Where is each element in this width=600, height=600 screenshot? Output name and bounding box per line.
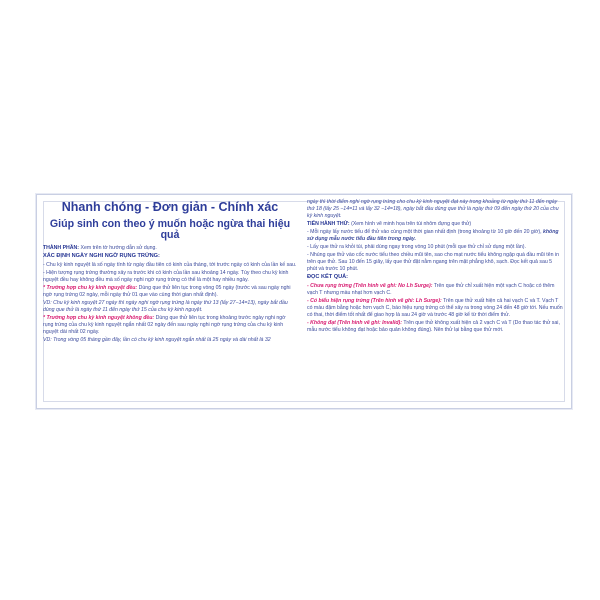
left-column: [43, 199, 297, 345]
result-1-text: Trên que thử chỉ xuất hiện một vạch C hoặc có thêm vạch T nhưng màu nhạt hơn vạch C.: [307, 282, 555, 296]
step-1-text: - Mỗi ngày lấy nước tiểu để thử vào cùng một thời gian nhất định (trong khoảng từ 10 giờ đến 20 giờ),: [307, 229, 542, 236]
irregular-cycle-paragraph: [43, 315, 297, 336]
subheadline: Giúp sinh con theo ý muốn hoặc ngừa thai hiệu quả: [49, 217, 291, 242]
step-2: - Lấy que thử ra khỏi túi, phải dùng ngay trong vòng 10 phút (mỗi que thử chỉ sử dụng một lần).: [307, 244, 526, 251]
result-2-text: Trên que thử xuất hiện cả hai vạch C và T. Vạch T có màu đậm bằng hoặc hơn vạch C, báo hiệu rụng trứng có thể xảy ra trong vòng 24 đến 48 giờ tới. Nếu muốn có thai, thời điểm tốt nhất để giao hợp là sau 24 giờ và trước 48 giờ kể từ thời điểm thử.: [307, 297, 563, 318]
step-1: [307, 229, 563, 243]
example-2-continued: ngày thì thời điểm nghi ngờ rụng trứng cho chu kỳ kinh nguyệt đạt này trong khoảng từ ngày thứ 11 đến ngày thứ 18 (lấy 25 −14=11 và lấy 32 −14=18), ngày bắt đầu dùng que thử là ngày thứ 09 đến ngày thứ 20 của chu kỳ kinh nguyệt.: [307, 199, 559, 220]
product-info-panel: [36, 194, 572, 409]
example-2: VD: Trong vòng 05 tháng gần đây, lần có chu kỳ kinh nguyệt ngắn nhất là 25 ngày và dài nhất là 32: [43, 336, 271, 343]
regular-cycle-paragraph: [43, 285, 297, 299]
result-3-label: - Không đạt (Trên hình vẽ ghi: Invalid):: [307, 319, 403, 326]
step-3: - Nhúng que thử vào cốc nước tiểu theo chiều mũi tên, sao cho mạt nước tiểu không ngập quá đầu mũi tên in trên que thử. Sau 10 đến 15 giây, lấy que thử đặt nằm ngang trên mặt phẳng khô, sạch. Đọc kết quả sau 5 phút và trước 10 phút.: [307, 252, 559, 273]
ovulation-heading: XÁC ĐỊNH NGÀY NGHI NGỜ RỤNG TRỨNG:: [43, 253, 160, 260]
procedure-label: TIẾN HÀNH THỬ:: [307, 221, 350, 228]
result-3: [307, 320, 563, 334]
regular-cycle-label: * Trường hợp chu kỳ kinh nguyệt đều:: [43, 284, 138, 291]
result-2-label: - Có biểu hiện rụng trứng (Trên hình vẽ ghi: Lh Surge):: [307, 297, 442, 304]
result-2: [307, 298, 563, 319]
result-1-label: - Chưa rụng trứng (Trên hình vẽ ghi: No Lh Surge):: [307, 282, 433, 289]
right-column: [307, 199, 563, 335]
ingredients-label: THÀNH PHẦN:: [43, 245, 80, 252]
example-1: VD: Chu kỳ kinh nguyệt 27 ngày thì ngày nghi ngờ rụng trứng là ngày thứ 13 (lấy 27−14=13), ngày bắt đầu dùng que thử là ngày thứ 11 đến ngày thứ 15 của chu kỳ kinh nguyệt.: [43, 299, 288, 313]
procedure-text: (Xem hình vẽ minh họa trên túi nhôm đựng que thử): [351, 221, 472, 228]
headline: Nhanh chóng - Đơn giản - Chính xác: [61, 200, 279, 214]
ingredients-line: [43, 245, 297, 252]
result-3-text: Trên que thử không xuất hiện cả 2 vạch C và T (Do thao tác thử sai, mẫu nước tiểu không đạt hoặc bảo quản không đúng). Nên thử lại bằng que thử mới.: [307, 319, 560, 333]
step-1-bold: không sử dụng mẫu nước tiểu đầu tiên trong ngày.: [307, 229, 559, 243]
results-heading: ĐỌC KẾT QUẢ:: [307, 274, 349, 281]
irregular-cycle-label: * Trường hợp chu kỳ kinh nguyệt không đều:: [43, 314, 155, 321]
result-1: [307, 283, 563, 297]
regular-cycle-text: Dùng que thử liên tục trong vòng 05 ngày (trước và sau ngày nghi ngờ rụng trứng 02 ngày, mỗi ngày thử 01 que vào cùng thời gian nhất định).: [43, 284, 291, 298]
ovulation-explanation: - Hiện tượng rụng trứng thường xảy ra trước khi có kinh của lần sau khoảng 14 ngày. Tùy theo chu kỳ kinh nguyệt đều hay không đều mà số ngày nghi ngờ rụng trứng có thể là một hay nhiều ngày.: [43, 269, 289, 283]
procedure-line: [307, 221, 563, 228]
cycle-definition: - Chu kỳ kinh nguyệt là số ngày tính từ ngày đầu tiên có kinh của tháng, tới trước ngày có kinh của lần kế sau.: [43, 261, 297, 268]
ingredients-text: Xem trên tờ hướng dẫn sử dụng.: [80, 245, 157, 252]
irregular-cycle-text: Dùng que thử liên tục trong khoảng trước ngày nghi ngờ rụng trứng của chu kỳ kinh nguyệt ngắn nhất 02 ngày đến sau ngày nghi ngờ rụng trứng của chu kỳ kinh nguyệt dài nhất 02 ngày.: [43, 314, 286, 335]
